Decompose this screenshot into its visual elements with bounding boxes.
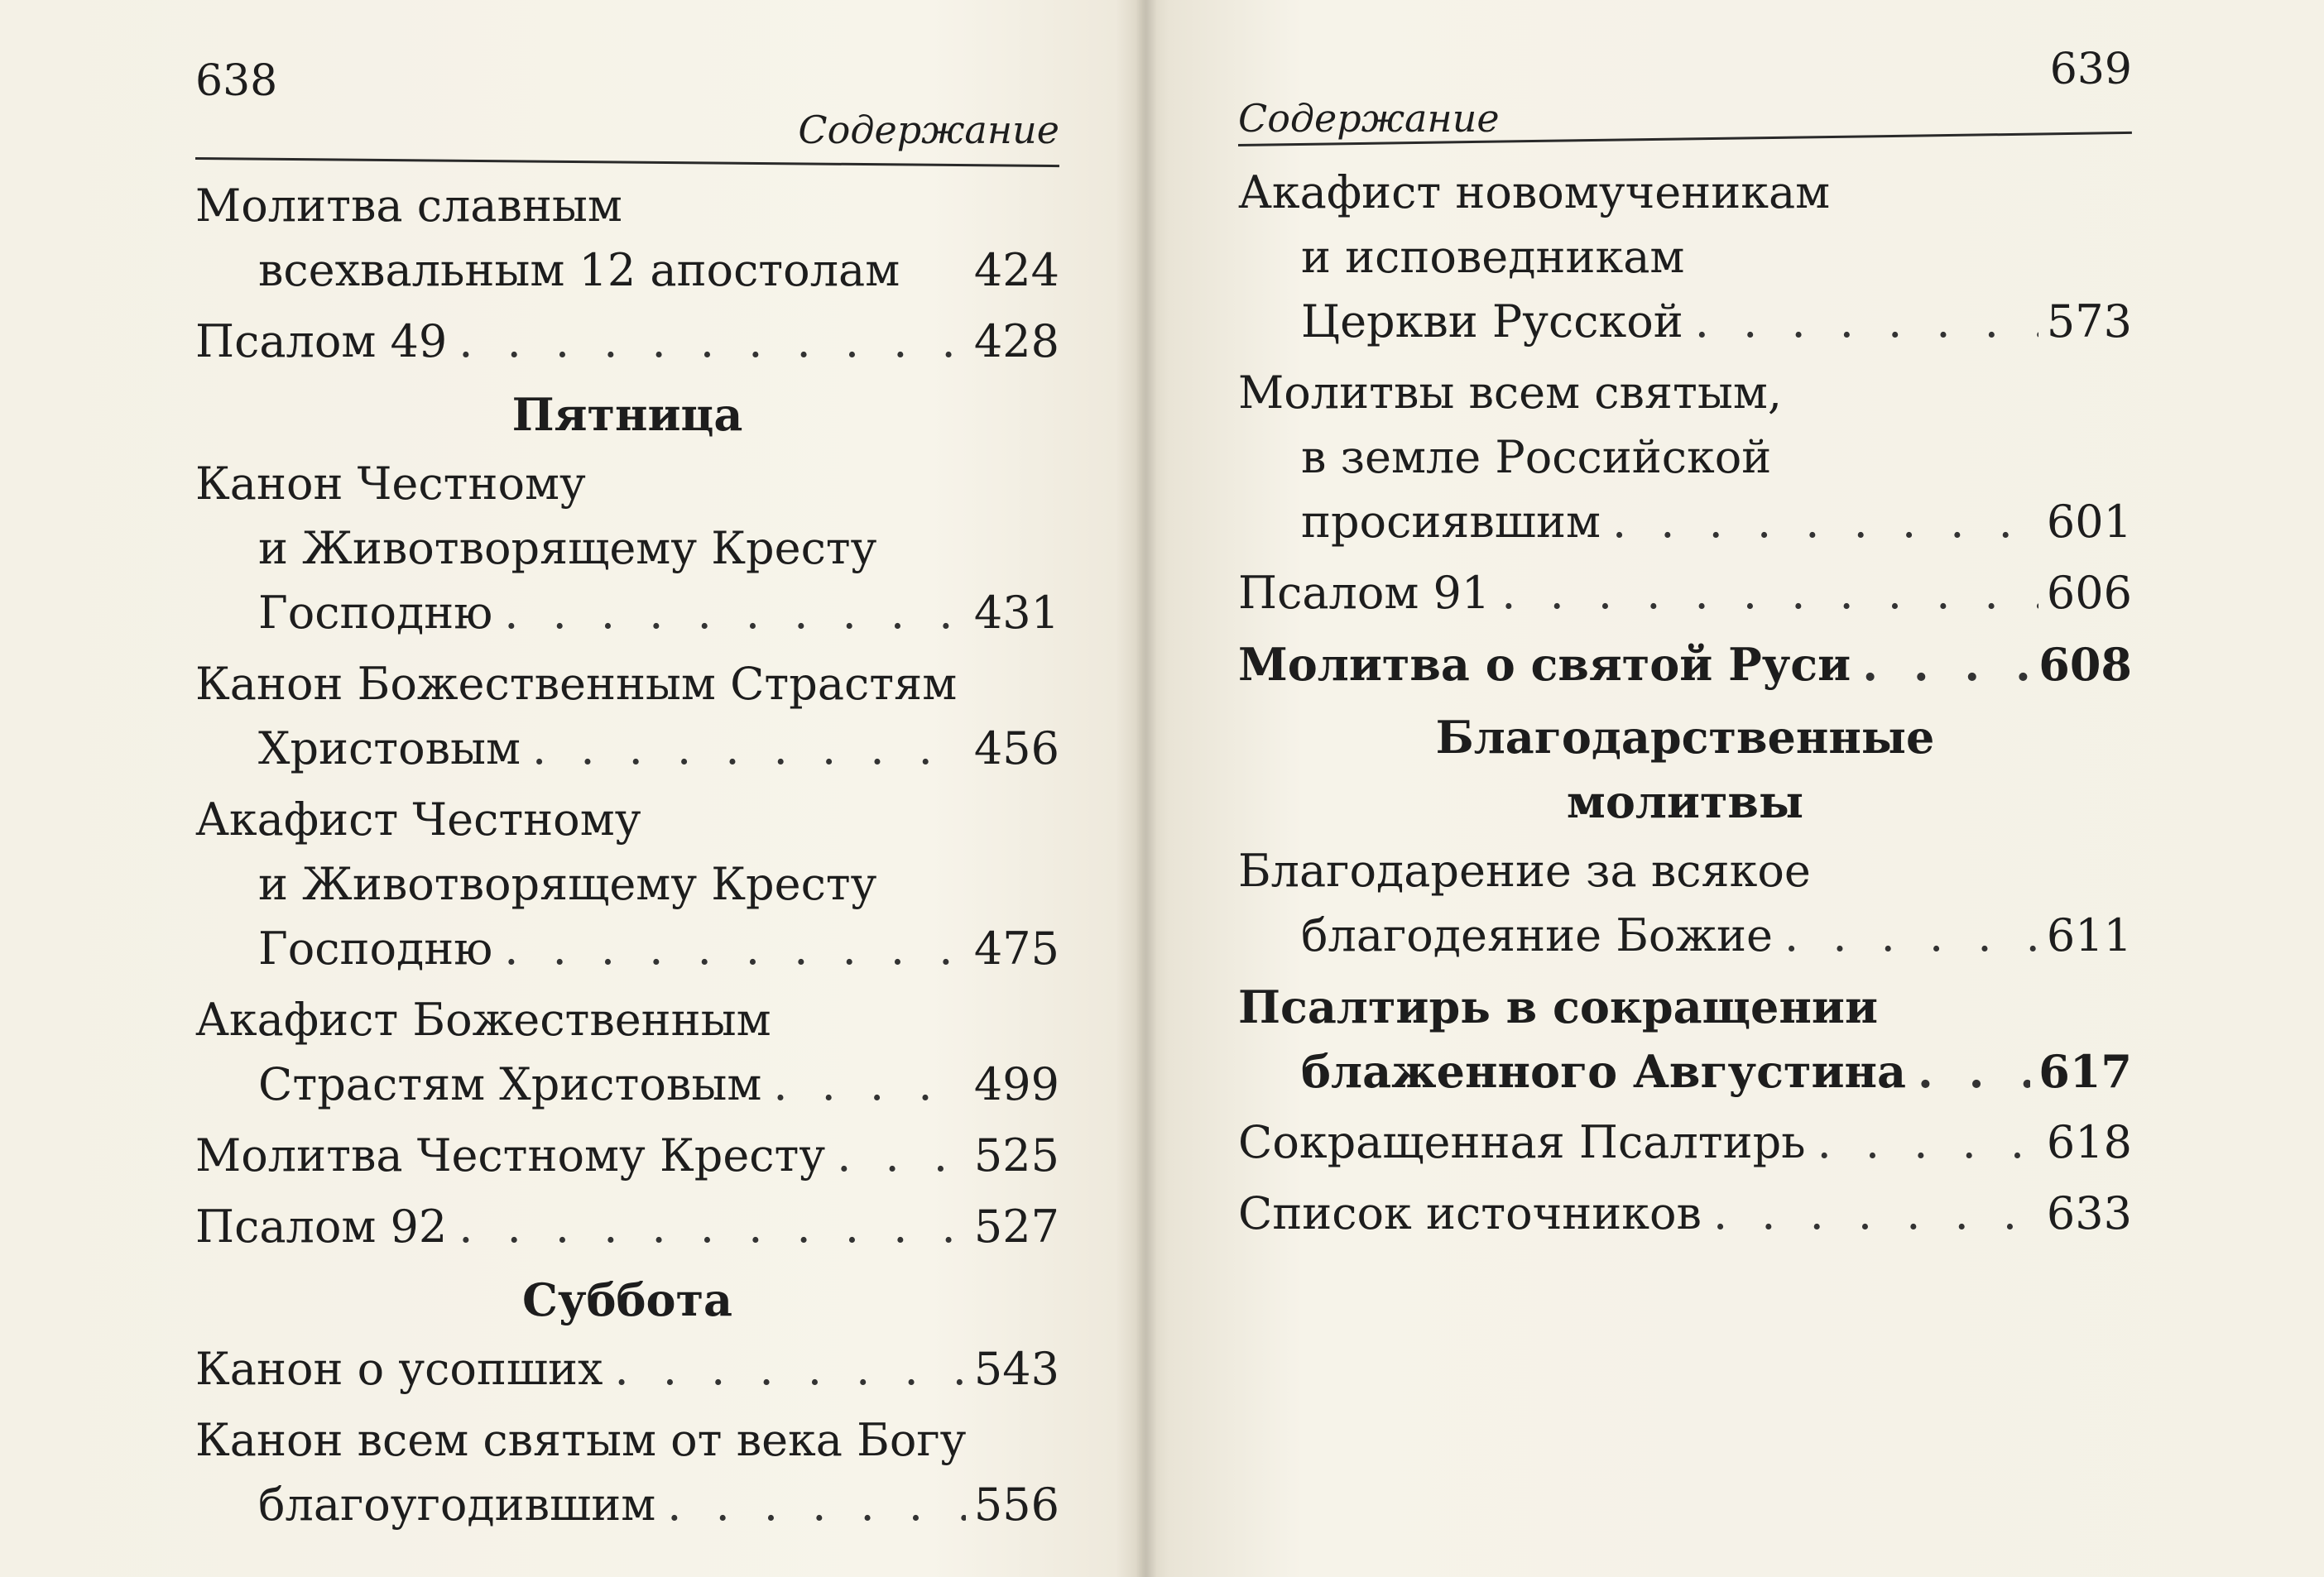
toc-entry-title: Псалом 92 [195,1201,448,1253]
toc-page-number: 606 [2046,567,2132,619]
toc-entry-line [195,309,1059,374]
table-of-contents [1238,161,2132,1253]
toc-entry-line [195,1473,1059,1537]
page-number: 639 [2049,45,2132,94]
toc-entry [195,788,1059,981]
toc-entry [1238,632,2132,697]
toc-page-number: 527 [973,1201,1059,1253]
dot-leader [1918,1039,2030,1104]
toc-entry-line [1238,839,2132,904]
toc-entry-line [195,1195,1059,1259]
dot-leader [459,1195,966,1259]
toc-entry [195,652,1059,781]
toc-entry [1238,975,2132,1104]
toc-entry-title: Список источников [1238,1187,1702,1239]
toc-entry-title: Акафист новомученикам [1238,166,1831,218]
toc-entry-line [195,852,1059,917]
toc-page-number: 633 [2046,1187,2132,1239]
dot-leader [1817,1110,2038,1175]
toc-entry-title: Молитвы всем святым, [1238,367,1783,419]
toc-entry [195,1195,1059,1259]
toc-entry [1238,361,2132,554]
toc-page-number: 424 [973,244,1059,296]
toc-page-number: 456 [973,722,1059,774]
toc-page-number: 617 [2038,1045,2132,1098]
toc-page-number: 573 [2046,295,2132,348]
running-head: Содержание [1238,96,1500,141]
section-heading-line: Благодарственные [1435,711,1935,764]
section-heading [195,382,1059,447]
toc-entry-line [1238,290,2132,354]
toc-entry-title: благодеяние Божие [1301,909,1774,961]
toc-entry [195,1337,1059,1402]
toc-entry-title: просиявшим [1301,496,1601,548]
toc-entry-title: Канон Божественным Страстям [195,658,958,710]
toc-entry-title: Акафист Божественным [195,994,771,1046]
toc-entry [195,1408,1059,1537]
section-heading [1238,705,2132,834]
toc-entry-line [195,1408,1059,1473]
dot-leader [1695,290,2038,354]
header-rule [195,157,1059,167]
toc-entry-title: благоугодившим [258,1479,656,1531]
section-heading [195,1268,1059,1332]
toc-entry-line [195,788,1059,852]
toc-entry [195,452,1059,645]
toc-entry-title: Псалом 49 [195,315,448,367]
dot-leader [1713,1182,2038,1246]
toc-entry [1238,561,2132,626]
dot-leader [504,917,966,981]
dot-leader [773,1052,966,1117]
toc-entry-line [195,988,1059,1052]
toc-entry-line [195,1337,1059,1402]
toc-entry-title: Канон Честному [195,458,586,510]
toc-entry-line [1238,490,2132,554]
toc-entry-line [195,652,1059,717]
toc-entry-title: Господню [258,587,493,639]
toc-entry-title: Псалтирь в сокращении [1238,980,1879,1033]
toc-entry-title: Господню [258,923,493,975]
toc-entry [195,174,1059,303]
toc-page-number: 611 [2046,909,2132,961]
toc-entry-line [195,516,1059,581]
section-heading-line: Пятница [511,388,743,441]
toc-entry-title: и исповедникам [1301,231,1685,283]
toc-entry-line [195,238,1059,303]
toc-entry-line [1238,561,2132,626]
section-heading-line: Суббота [521,1273,733,1326]
dot-leader [615,1337,966,1402]
toc-entry-line [195,174,1059,238]
toc-entry-line [1238,904,2132,968]
toc-entry-title: Псалом 91 [1238,567,1491,619]
toc-entry [195,1124,1059,1188]
toc-entry-line [1238,975,2132,1039]
toc-entry-line [195,917,1059,981]
toc-entry-line [1238,361,2132,425]
page-number: 638 [195,56,278,106]
toc-entry-title: Церкви Русской [1301,295,1683,348]
dot-leader [459,309,966,374]
book-gutter [1136,0,1157,1577]
dot-leader [1862,632,2030,697]
toc-page-number: 475 [973,923,1059,975]
toc-entry-title: Молитва славным [195,180,622,232]
toc-page-number: 618 [2046,1116,2132,1168]
toc-page-number: 601 [2046,496,2132,548]
toc-entry-title: Канон всем святым от века Богу [195,1414,967,1466]
toc-entry-line [1238,1182,2132,1246]
toc-entry-line [195,717,1059,781]
dot-leader [837,1124,966,1188]
toc-entry [1238,839,2132,968]
dot-leader [667,1473,966,1537]
dot-leader [1784,904,2038,968]
toc-page-number: 431 [973,587,1059,639]
toc-entry-line [195,452,1059,516]
toc-entry-title: Христовым [258,722,521,774]
section-heading-line: молитвы [1566,775,1804,828]
toc-entry-line [1238,161,2132,225]
toc-page-number: 525 [973,1129,1059,1182]
toc-entry-title: Канон о усопших [195,1343,603,1395]
toc-page-number: 556 [973,1479,1059,1531]
table-of-contents [195,174,1059,1544]
toc-entry-title: Благодарение за всякое [1238,845,1811,897]
toc-page-number: 543 [973,1343,1059,1395]
toc-entry-title: Акафист Честному [195,793,641,846]
toc-page-number: 608 [2038,638,2132,691]
toc-entry-line [195,1124,1059,1188]
toc-page-number: 499 [973,1058,1059,1110]
running-head: Содержание [798,108,1059,152]
toc-entry-title: и Животворящему Кресту [258,522,877,574]
toc-entry-line [1238,1110,2132,1175]
toc-entry-title: блаженного Августина [1301,1045,1907,1098]
toc-entry [195,309,1059,374]
dot-leader [1612,490,2038,554]
toc-entry-line [1238,632,2132,697]
toc-entry [1238,1182,2132,1246]
toc-entry-line [195,581,1059,645]
toc-entry [1238,1110,2132,1175]
dot-leader [504,581,966,645]
toc-entry-title: Страстям Христовым [258,1058,762,1110]
right-page [1238,0,2132,1577]
toc-entry [195,988,1059,1117]
dot-leader [532,717,966,781]
toc-entry-line [195,1052,1059,1117]
toc-entry-title: всехвальным 12 апостолам [258,244,900,296]
toc-entry-line [1238,1039,2132,1104]
toc-entry-title: и Животворящему Кресту [258,858,877,910]
toc-entry [1238,161,2132,354]
left-page [195,0,1059,1577]
toc-entry-title: Молитва Честному Кресту [195,1129,826,1182]
toc-page-number: 428 [973,315,1059,367]
toc-entry-title: Сокращенная Псалтирь [1238,1116,1806,1168]
toc-entry-line [1238,425,2132,490]
toc-entry-title: в земле Российской [1301,431,1772,483]
toc-entry-line [1238,225,2132,290]
toc-entry-title: Молитва о святой Руси [1238,638,1851,691]
dot-leader [1501,561,2038,626]
